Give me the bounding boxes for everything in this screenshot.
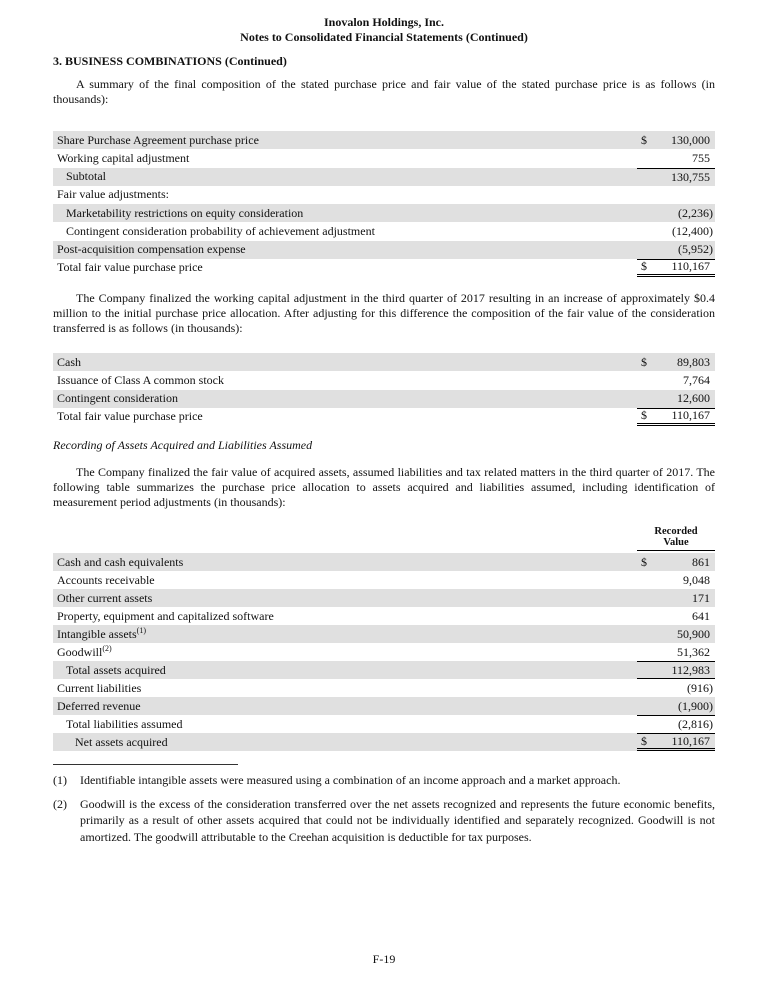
value-number: 110,167: [671, 408, 710, 423]
footnote-2: [53, 796, 715, 846]
paragraph-allocation: The Company finalized the fair value of acquired assets, assumed liabilities and tax related matters in the third quarter of 2017. The following table summarizes the purchase price allocation to assets acquired and liabilities assumed, including identification of measurement period adjustments (in thousands):: [53, 465, 715, 509]
value-number: 51,362: [677, 644, 710, 659]
footnote-ref: (1): [136, 626, 146, 635]
row-label: Issuance of Class A common stock: [57, 372, 224, 387]
recorded-value-column-header: [637, 526, 715, 551]
row-value: [637, 408, 715, 426]
table-row: [53, 553, 715, 571]
dollar-sign: $: [641, 733, 647, 748]
value-number: (5,952): [678, 242, 713, 257]
row-label: Share Purchase Agreement purchase price: [57, 132, 259, 147]
row-label: Total fair value purchase price: [57, 260, 203, 275]
table-row: [53, 168, 715, 186]
table-row: [53, 371, 715, 389]
value-number: 7,764: [683, 372, 710, 387]
row-value: [637, 733, 715, 751]
value-number: 130,755: [671, 169, 710, 184]
table-row: [53, 408, 715, 426]
table-row: [53, 204, 715, 222]
footnote-text: Goodwill is the excess of the consideration transferred over the net assets recognized and represents the future economic benefits, primarily as a result of other assets acquired that could not be individually identified and separately recognized. Goodwill is not amortized. The goodwill attributable to the Creehan acquisition is deductible for tax purposes.: [80, 796, 715, 844]
table-row: [53, 131, 715, 149]
table-row: [53, 697, 715, 715]
row-value: [637, 589, 715, 607]
row-label: Deferred revenue: [57, 698, 141, 713]
paragraph-working-capital: The Company finalized the working capital adjustment in the third quarter of 2017 resulting in an increase of approximately $0.4 million to the initial purchase price allocation. After adjusting for this difference the composition of the fair value of the consideration transferred is as follows (in thousands):: [53, 291, 715, 335]
row-value: [637, 371, 715, 389]
row-label: Working capital adjustment: [57, 150, 190, 165]
table-row: [53, 390, 715, 408]
row-label: Intangible assets$^{(1)}$: [57, 626, 146, 641]
value-number: 755: [692, 150, 710, 165]
table-row: [53, 661, 715, 679]
value-number: (2,236): [678, 205, 713, 220]
footnote-divider: [53, 764, 238, 765]
dollar-sign: $: [641, 554, 647, 569]
dollar-sign: $: [641, 354, 647, 369]
table-row: [53, 679, 715, 697]
row-label: Property, equipment and capitalized software: [57, 608, 274, 623]
row-value: [637, 204, 715, 222]
company-name: Inovalon Holdings, Inc.: [323, 15, 445, 29]
row-label: Post-acquisition compensation expense: [57, 242, 246, 257]
table-row: [53, 625, 715, 643]
value-number: 12,600: [677, 391, 710, 406]
value-number: (2,816): [678, 717, 713, 731]
row-label: Accounts receivable: [57, 572, 155, 587]
row-value: [637, 607, 715, 625]
column-header-line1: Recorded: [654, 526, 698, 537]
page-number: F-19: [372, 952, 396, 966]
row-value: [637, 697, 715, 715]
table-row: [53, 643, 715, 661]
table-row: [53, 241, 715, 259]
row-label: Net assets acquired: [75, 734, 168, 749]
value-number: 641: [692, 608, 710, 623]
value-number: 861: [692, 554, 710, 569]
row-value: [637, 661, 715, 679]
row-value: [637, 553, 715, 571]
row-label: Total liabilities assumed: [66, 716, 183, 731]
purchase-price-summary-table: [53, 131, 715, 277]
subsection-heading: Recording of Assets Acquired and Liabilities Assumed: [53, 438, 313, 452]
value-number: (1,900): [678, 698, 713, 713]
document-header: [53, 15, 715, 45]
row-value: [637, 679, 715, 697]
table-row: [53, 353, 715, 371]
row-label: Subtotal: [66, 169, 107, 184]
value-number: (12,400): [672, 223, 713, 238]
row-value: [637, 259, 715, 277]
row-label: Goodwill$^{(2)}$: [57, 644, 112, 659]
row-value: [637, 241, 715, 259]
table-row: [53, 259, 715, 277]
row-value: [637, 715, 715, 733]
row-label: Marketability restrictions on equity consideration: [66, 205, 304, 220]
row-label: Contingent consideration: [57, 391, 178, 406]
footnote-ref: (2): [102, 644, 112, 653]
table-row: [53, 571, 715, 589]
column-header-line2: Value: [663, 537, 689, 548]
row-value: [637, 131, 715, 149]
row-value: [637, 353, 715, 371]
row-value: [637, 186, 715, 204]
row-label: Total fair value purchase price: [57, 409, 203, 424]
row-label: Total assets acquired: [66, 662, 166, 677]
value-number: 112,983: [671, 662, 710, 677]
purchase-price-allocation-table: [53, 553, 715, 751]
row-label: Cash: [57, 354, 81, 369]
row-value: [637, 222, 715, 240]
row-label: Cash and cash equivalents: [57, 554, 184, 569]
row-value: [637, 625, 715, 643]
table-row: [53, 222, 715, 240]
row-value: [637, 643, 715, 661]
row-label: Fair value adjustments:: [57, 187, 169, 202]
value-number: 171: [692, 590, 710, 605]
row-value: [637, 571, 715, 589]
table-row: [53, 715, 715, 733]
paragraph-summary: A summary of the final composition of the stated purchase price and fair value of the stated purchase price is as follows (in thousands):: [53, 77, 715, 106]
table-row: [53, 607, 715, 625]
value-number: 9,048: [683, 572, 710, 587]
value-number: 110,167: [671, 259, 710, 274]
table-row: [53, 733, 715, 751]
row-value: [637, 149, 715, 167]
table-row: [53, 149, 715, 167]
value-number: 89,803: [677, 354, 710, 369]
footnote-marker: (2): [53, 796, 67, 811]
section-heading: 3. BUSINESS COMBINATIONS (Continued): [53, 54, 287, 68]
row-label: Other current assets: [57, 590, 153, 605]
footnote-text: Identifiable intangible assets were measured using a combination of an income approach and a market approach.: [80, 773, 621, 787]
dollar-sign: $: [641, 408, 647, 423]
dollar-sign: $: [641, 259, 647, 274]
value-number: (916): [687, 680, 713, 695]
consideration-transferred-table: [53, 353, 715, 426]
footnote-1: [53, 772, 715, 789]
table-row: [53, 186, 715, 204]
row-label: Current liabilities: [57, 680, 142, 695]
document-title: Notes to Consolidated Financial Statements (Continued): [240, 30, 528, 44]
table-row: [53, 589, 715, 607]
value-number: 110,167: [671, 733, 710, 748]
row-value: [637, 390, 715, 408]
dollar-sign: $: [641, 132, 647, 147]
footnote-marker: (1): [53, 773, 67, 787]
value-number: 50,900: [677, 626, 710, 641]
row-label: Contingent consideration probability of achievement adjustment: [66, 223, 375, 238]
row-value: [637, 168, 715, 186]
value-number: 130,000: [671, 132, 710, 147]
